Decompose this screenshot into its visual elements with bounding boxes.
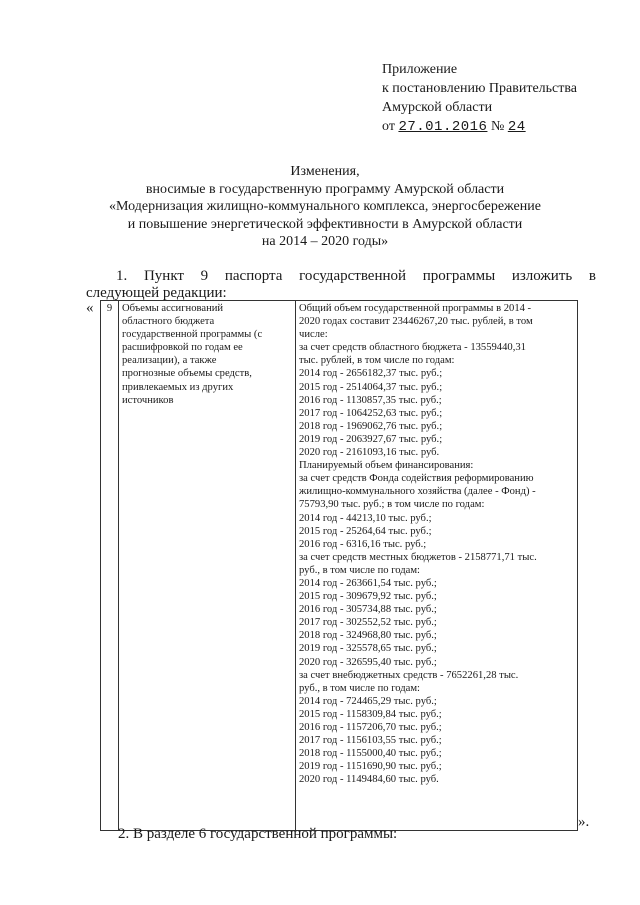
value-line: 2014 год - 724465,29 тыс. руб.; — [299, 695, 437, 707]
label-line: областного бюджета — [122, 316, 215, 328]
heading-line: «Модернизация жилищно-коммунального комплекса, энергосбережение — [109, 199, 541, 214]
opening-quote: « — [86, 300, 94, 316]
row-value-cell — [296, 301, 578, 831]
value-line: 2018 год - 1969062,76 тыс. руб.; — [299, 420, 443, 432]
passport-table — [100, 300, 578, 831]
value-line: Планируемый объем финансирования: — [299, 460, 474, 472]
value-line: 2019 год - 2063927,67 тыс. руб.; — [299, 433, 443, 445]
value-line: 2015 год - 309679,92 тыс. руб.; — [299, 591, 437, 603]
annex-title: Приложение — [382, 62, 458, 77]
value-line: 2020 год - 1149484,60 тыс. руб. — [299, 774, 439, 786]
value-line: тыс. рублей, в том числе по годам: — [299, 355, 455, 367]
label-line: прогнозные объемы средств, — [122, 368, 252, 380]
value-line: 2020 год - 326595,40 тыс. руб.; — [299, 656, 437, 668]
value-line: 2016 год - 6316,16 тыс. руб.; — [299, 538, 427, 550]
value-line: 2017 год - 302552,52 тыс. руб.; — [299, 617, 437, 629]
annex-date: 27.01.2016 — [398, 119, 488, 135]
value-line: за счет средств Фонда содействия реформированию — [299, 473, 534, 485]
annex-number-sign: № — [490, 119, 505, 134]
annex-date-prefix: от — [382, 119, 395, 134]
value-line: 2020 годах составит 23446267,20 тыс. рублей, в том — [299, 316, 533, 328]
value-line: 2015 год - 1158309,84 тыс. руб.; — [299, 708, 442, 720]
annex-number: 24 — [507, 119, 526, 135]
value-line: числе: — [299, 329, 328, 341]
label-line: государственной программы (с — [122, 329, 263, 341]
value-line: 2017 год - 1156103,55 тыс. руб.; — [299, 735, 442, 747]
label-line: привлекаемых из других — [122, 381, 234, 393]
annex-block — [382, 60, 577, 137]
label-line: расшифровкой по годам ее — [122, 342, 243, 354]
value-line: руб., в том числе по годам: — [299, 564, 420, 576]
label-line: реализации), а также — [122, 355, 217, 367]
label-line: источников — [122, 394, 174, 406]
value-line: 2020 год - 2161093,16 тыс. руб. — [299, 447, 440, 459]
row-number-cell: 9 — [101, 301, 119, 831]
paragraph-1-line-2: следующей редакции: — [86, 285, 227, 301]
value-line: 2015 год - 2514064,37 тыс. руб.; — [299, 381, 443, 393]
value-line: 2014 год - 2656182,37 тыс. руб.; — [299, 368, 443, 380]
value-line: 2016 год - 1157206,70 тыс. руб.; — [299, 722, 442, 733]
annex-region: Амурской области — [382, 100, 493, 115]
heading-line: на 2014 – 2020 годы» — [261, 234, 389, 249]
value-line: Общий объем государственной программы в 2014 - — [299, 303, 532, 314]
value-line: 2018 год - 1155000,40 тыс. руб.; — [299, 748, 442, 760]
value-line: 2014 год - 263661,54 тыс. руб.; — [299, 577, 437, 589]
closing-quote: ». — [578, 814, 590, 830]
value-line: за счет внебюджетных средств - 7652261,28 тыс. — [299, 669, 519, 681]
value-line: руб., в том числе по годам: — [299, 682, 420, 694]
value-line: 2016 год - 1130857,35 тыс. руб.; — [299, 394, 442, 406]
value-line: 2019 год - 325578,65 тыс. руб.; — [299, 643, 437, 655]
paragraph-2: 2. В разделе 6 государственной программы: — [118, 826, 398, 842]
heading-line: и повышение энергетической эффективности в Амурской области — [127, 216, 523, 232]
value-line: за счет средств местных бюджетов - 2158771,71 тыс. — [299, 551, 537, 563]
label-line: Объемы ассигнований — [122, 303, 224, 314]
annex-date-line — [382, 117, 577, 137]
value-line: 2014 год - 44213,10 тыс. руб.; — [299, 512, 432, 524]
table-row — [101, 301, 578, 831]
annex-resolution: к постановлению Правительства — [382, 81, 578, 96]
row-label-cell — [119, 301, 296, 831]
heading-line: Изменения, — [290, 164, 360, 179]
value-line: 2019 год - 1151690,90 тыс. руб.; — [299, 761, 442, 773]
value-line: 75793,90 тыс. руб.; в том числе по годам: — [299, 499, 485, 511]
value-line: 2018 год - 324968,80 тыс. руб.; — [299, 630, 437, 642]
heading-line: вносимые в государственную программу Амурской области — [145, 181, 505, 197]
document-heading — [60, 163, 590, 251]
value-line: за счет средств областного бюджета - 13559440,31 — [299, 342, 526, 354]
value-line: 2016 год - 305734,88 тыс. руб.; — [299, 604, 437, 616]
value-line: 2017 год - 1064252,63 тыс. руб.; — [299, 407, 443, 419]
value-line: жилищно-коммунального хозяйства (далее - Фонд) - — [299, 486, 536, 498]
paragraph-1-line-1: 1. Пункт 9 паспорта государственной программы изложить в — [116, 268, 596, 284]
value-line: 2015 год - 25264,64 тыс. руб.; — [299, 525, 432, 537]
